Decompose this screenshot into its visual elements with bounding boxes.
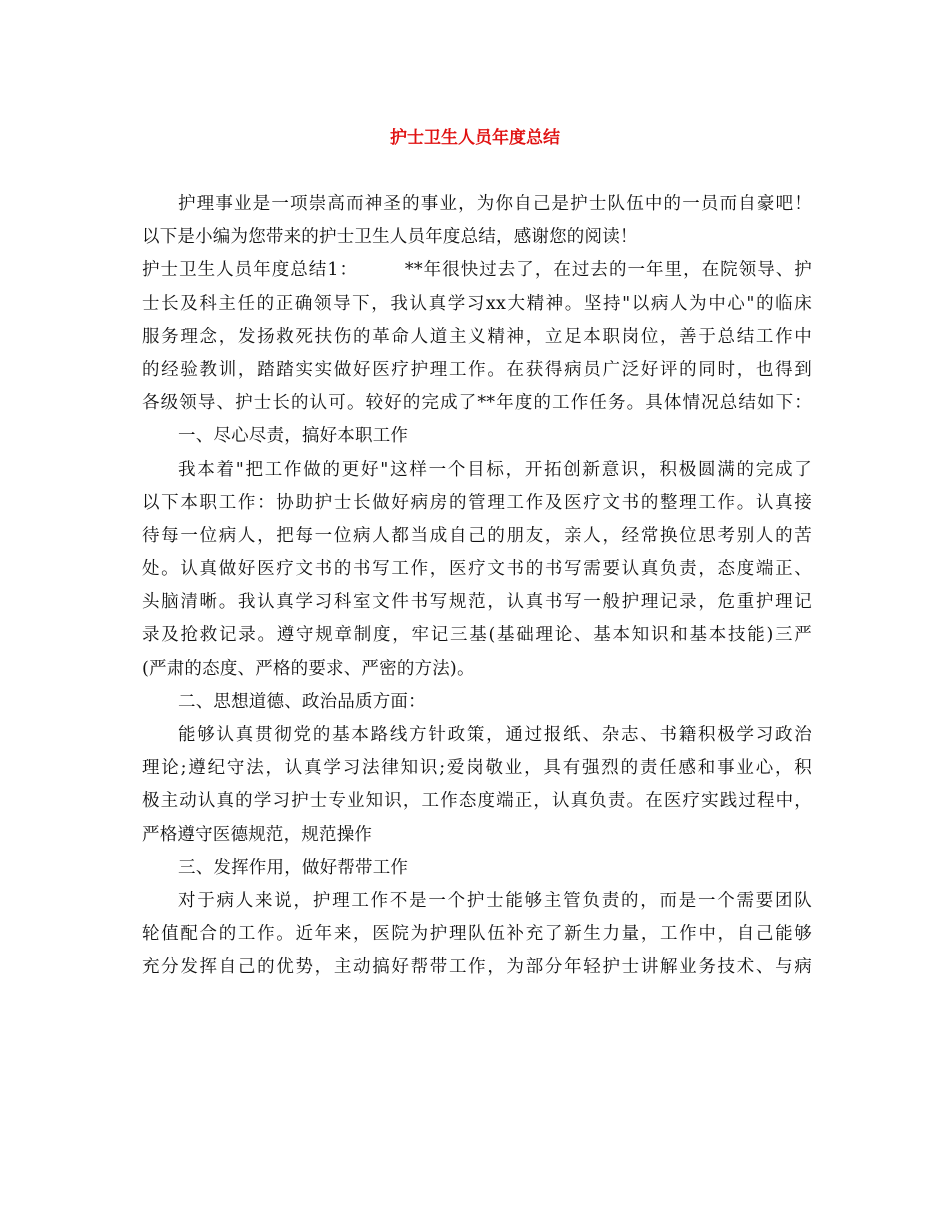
body-line: 士长及科主任的正确领导下，我认真学习xx大精神。坚持"以病人为中心"的临床	[142, 293, 812, 314]
body-line: 轮值配合的工作。近年来，医院为护理队伍补充了新生力量，工作中，自己能够	[142, 924, 812, 945]
document-title: 护士卫生人员年度总结	[390, 128, 560, 148]
body-line: 充分发挥自己的优势，主动搞好帮带工作，为部分年轻护士讲解业务技术、与病	[142, 957, 812, 978]
body-line: 理论;遵纪守法，认真学习法律知识;爱岗敬业，具有强烈的责任感和事业心，积	[142, 758, 812, 779]
body-line: 待每一位病人，把每一位病人都当成自己的朋友，亲人，经常换位思考别人的苦	[142, 525, 812, 546]
body-line: 头脑清晰。我认真学习科室文件书写规范，认真书写一般护理记录，危重护理记	[142, 592, 812, 613]
body-line: 二、思想道德、政治品质方面：	[178, 691, 426, 712]
body-line: 我本着"把工作做的更好"这样一个目标，开拓创新意识，积极圆满的完成了	[178, 459, 812, 480]
body-line: 录及抢救记录。遵守规章制度，牢记三基(基础理论、基本知识和基本技能)三严	[142, 625, 812, 646]
body-line: 处。认真做好医疗文书的书写工作，医疗文书的书写需要认真负责，态度端正、	[142, 559, 812, 580]
body-line: 各级领导、护士长的认可。较好的完成了**年度的工作任务。具体情况总结如下：	[142, 393, 812, 414]
body-line: 服务理念，发扬救死扶伤的革命人道主义精神，立足本职岗位，善于总结工作中	[142, 326, 812, 347]
body-line: 护理事业是一项崇高而神圣的事业，为你自己是护士队伍中的一员而自豪吧！	[178, 194, 812, 214]
body-line: 一、尽心尽责，搞好本职工作	[178, 426, 409, 447]
body-line: 对于病人来说，护理工作不是一个护士能够主管负责的，而是一个需要团队	[178, 890, 812, 911]
body-line: 的经验教训，踏踏实实做好医疗护理工作。在获得病员广泛好评的同时，也得到	[142, 359, 812, 380]
body-line: 以下本职工作：协助护士长做好病房的管理工作及医疗文书的整理工作。认真接	[142, 492, 812, 513]
body-line: 严格遵守医德规范，规范操作	[142, 824, 373, 845]
body-line: 能够认真贯彻党的基本路线方针政策，通过报纸、杂志、书籍积极学习政治	[178, 725, 812, 745]
body-line: (严肃的态度、严格的要求、严密的方法)。	[142, 658, 475, 679]
document-body	[142, 188, 812, 985]
body-line: 极主动认真的学习护士专业知识，工作态度端正，认真负责。在医疗实践过程中，	[142, 791, 812, 812]
body-line: 以下是小编为您带来的护士卫生人员年度总结，感谢您的阅读！	[142, 227, 638, 248]
body-line: 护士卫生人员年度总结1： **年很快过去了，在过去的一年里，在院领导、护	[142, 260, 812, 281]
body-line: 三、发挥作用，做好帮带工作	[178, 857, 409, 878]
